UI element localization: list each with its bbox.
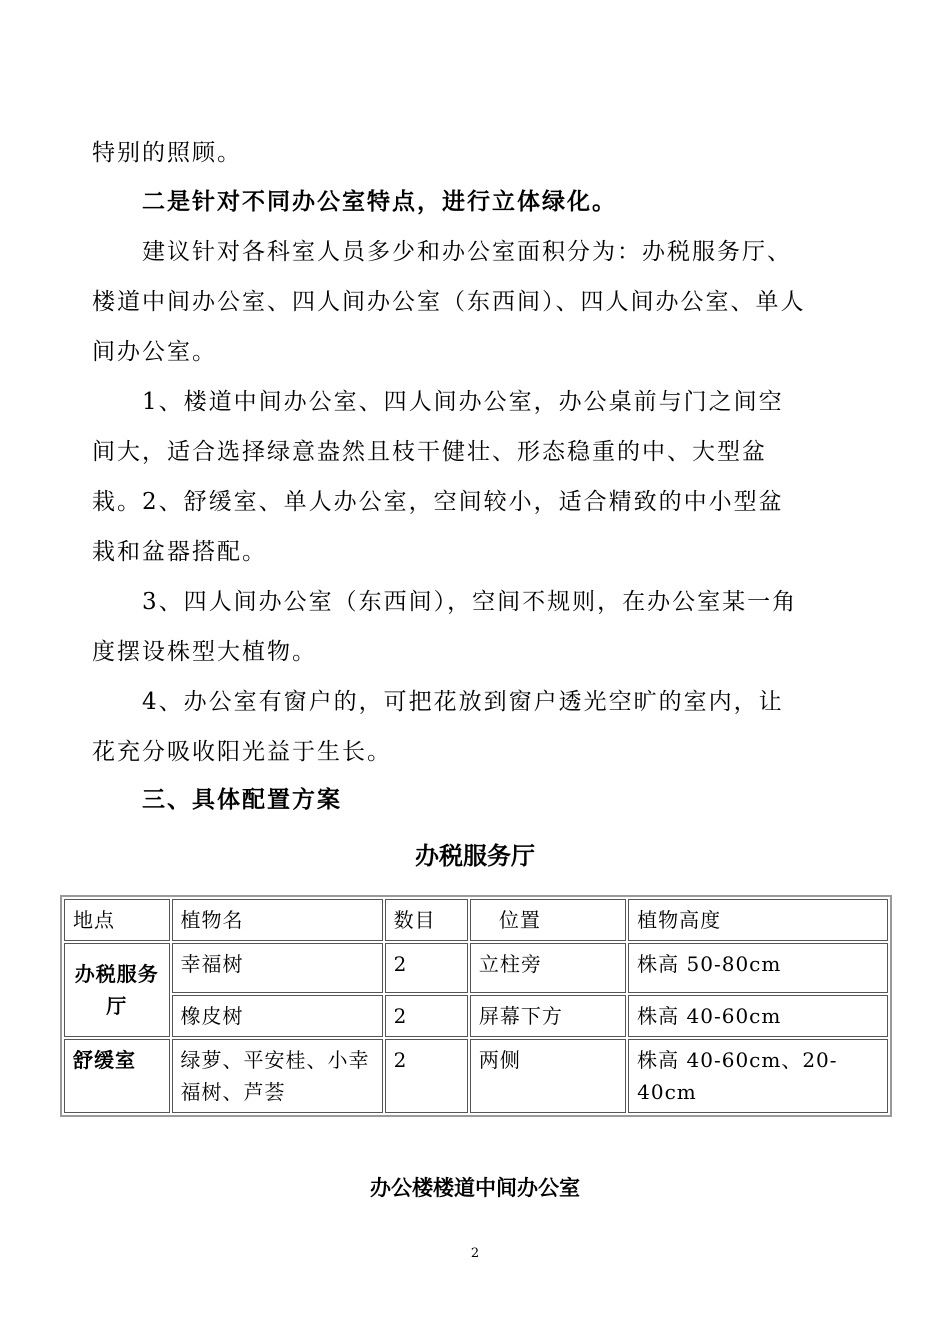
header-count: 数目 [385, 899, 468, 941]
cell-location: 办税服务厅 [64, 943, 170, 1037]
cell-location: 舒缓室 [64, 1039, 170, 1113]
cell-count: 2 [385, 995, 468, 1037]
header-plant: 植物名 [172, 899, 383, 941]
paragraph-6: 3、四人间办公室（东西间），空间不规则，在办公室某一角度摆设株型大植物。 [92, 589, 798, 665]
cell-plant: 幸福树 [172, 943, 383, 993]
table-title: 办税服务厅 [415, 842, 535, 870]
cell-height: 株高 40-60cm [628, 995, 888, 1037]
table-row [64, 1039, 888, 1113]
table-header-row [64, 899, 888, 941]
cell-plant: 绿萝、平安桂、小幸福树、芦荟 [172, 1039, 383, 1113]
cell-height: 株高 50-80cm [628, 943, 888, 993]
section-heading-3: 三、具体配置方案 [142, 787, 342, 813]
paragraph-7: 4、办公室有窗户的，可把花放到窗户透光空旷的室内，让花充分吸收阳光益于生长。 [92, 689, 784, 765]
cell-position: 立柱旁 [470, 943, 626, 993]
cell-height: 株高 40-60cm、20-40cm [628, 1039, 888, 1113]
paragraph-5: 2、舒缓室、单人办公室，空间较小，适合精致的中小型盆栽和盆器搭配。 [92, 489, 784, 565]
header-height: 植物高度 [628, 899, 888, 941]
table-row [64, 995, 888, 1037]
plant-config-table [60, 895, 892, 1117]
header-position: 位置 [470, 899, 626, 941]
next-section-title: 办公楼楼道中间办公室 [370, 1176, 580, 1200]
section-heading-2: 二是针对不同办公室特点，进行立体绿化。 [142, 189, 617, 215]
cell-position: 两侧 [470, 1039, 626, 1113]
header-location: 地点 [64, 899, 170, 941]
page-number: 2 [470, 1246, 480, 1261]
cell-count: 2 [385, 943, 468, 993]
paragraph-3: 建议针对各科室人员多少和办公室面积分为：办税服务厅、楼道中间办公室、四人间办公室（东西间）、四人间办公室、单人间办公室。 [92, 239, 806, 365]
paragraph-1: 特别的照顾。 [92, 140, 242, 166]
cell-plant: 橡皮树 [172, 995, 383, 1037]
table-row [64, 943, 888, 993]
paragraph-4: 1、楼道中间办公室、四人间办公室，办公桌前与门之间空间大，适合选择绿意盎然且枝干健壮、形态稳重的中、大型盆栽。 [92, 389, 784, 515]
cell-count: 2 [385, 1039, 468, 1113]
cell-position: 屏幕下方 [470, 995, 626, 1037]
